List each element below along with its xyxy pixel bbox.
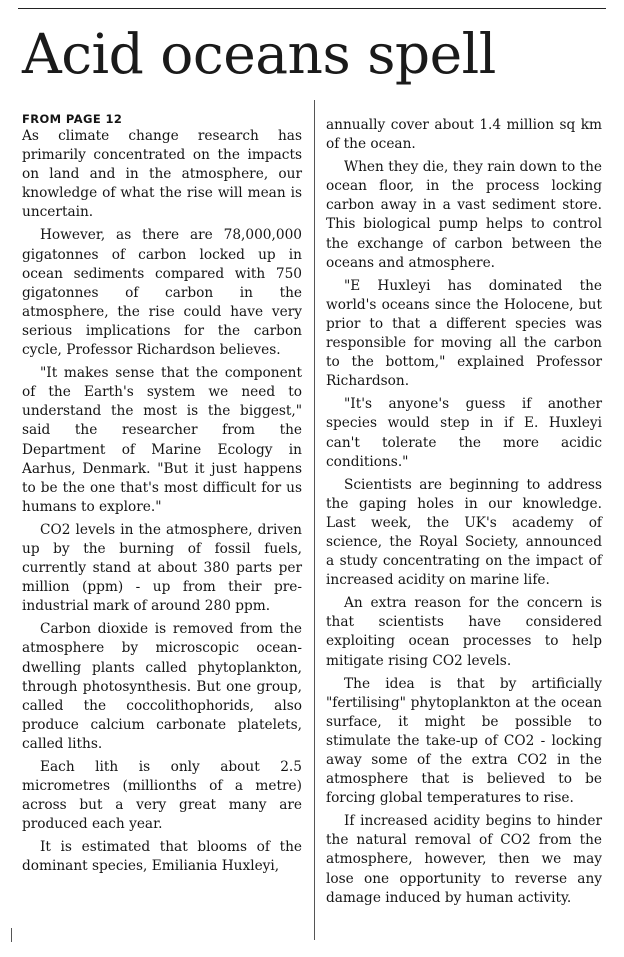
paragraph: CO2 levels in the atmosphere, driven up by the burning of fossil fuels, currently stand at about 380 parts per million (ppm) - up from their pre-industrial mark of around 280 ppm.: [22, 521, 302, 615]
column-divider: [314, 100, 315, 940]
paragraph: As climate change research has primarily concentrated on the impacts on land and in the atmosphere, our knowledge of what the rise will mean is uncertain.: [22, 128, 302, 221]
paragraph: However, as there are 78,000,000 gigatonnes of carbon locked up in ocean sediments compared with 750 gigatonnes of carbon in the atmosphere, the rise could have very serious implications for the carbon cycle, Professor Richardson believes.: [22, 227, 302, 359]
right-column: [326, 116, 602, 912]
paragraph: An extra reason for the concern is that scientists have considered exploiting ocean processes to help mitigate rising CO2 levels.: [326, 595, 602, 669]
paragraph: annually cover about 1.4 million sq km of the ocean.: [326, 117, 602, 153]
headline: Acid oceans spell: [22, 22, 496, 86]
paragraph: The idea is that by artificially "fertilising" phytoplankton at the ocean surface, it might be possible to stimulate the take-up of CO2 - locking away some of the extra CO2 in the atmosphere that is believed to be forcing global temperatures to rise.: [326, 675, 602, 807]
paragraph: If increased acidity begins to hinder the natural removal of CO2 from the atmosphere, however, then we may lose one opportunity to reverse any damage induced by human activity.: [326, 813, 602, 906]
paragraph: Carbon dioxide is removed from the atmosphere by microscopic ocean-dwelling plants called phytoplankton, through photosynthesis. But one group, called the coccolithophorids, also produce calcium carbonate platelets, called liths.: [22, 621, 302, 752]
left-margin-mark: [11, 928, 12, 942]
left-column: [22, 112, 302, 881]
paragraph: "E Huxleyi has dominated the world's oceans since the Holocene, but prior to that a different species was responsible for moving all the carbon to the bottom," explained Professor Richardson.: [326, 277, 602, 390]
paragraph: Each lith is only about 2.5 micrometres (millionths of a metre) across but a very great many are produced each year.: [22, 759, 302, 833]
paragraph: When they die, they rain down to the ocean floor, in the process locking carbon away in a vast sediment store. This biological pump helps to control the exchange of carbon between the oceans and atmosphere.: [326, 159, 602, 271]
kicker-from-page: FROM PAGE 12: [22, 112, 123, 126]
paragraph: Scientists are beginning to address the gaping holes in our knowledge. Last week, the UK's academy of science, the Royal Society, announced a study concentrating on the impact of increased acidity on marine life.: [326, 476, 602, 589]
paragraph: "It makes sense that the component of the Earth's system we need to understand the most is the biggest," said the researcher from the Department of Marine Ecology in Aarhus, Denmark. "But it just happens to be the one that's most difficult for us humans to explore.": [22, 365, 302, 515]
paragraph: It is estimated that blooms of the dominant species, Emiliania Huxleyi,: [22, 839, 302, 875]
top-rule: [18, 8, 606, 9]
paragraph: "It's anyone's guess if another species would step in if E. Huxleyi can't tolerate the more acidic conditions.": [326, 396, 602, 470]
